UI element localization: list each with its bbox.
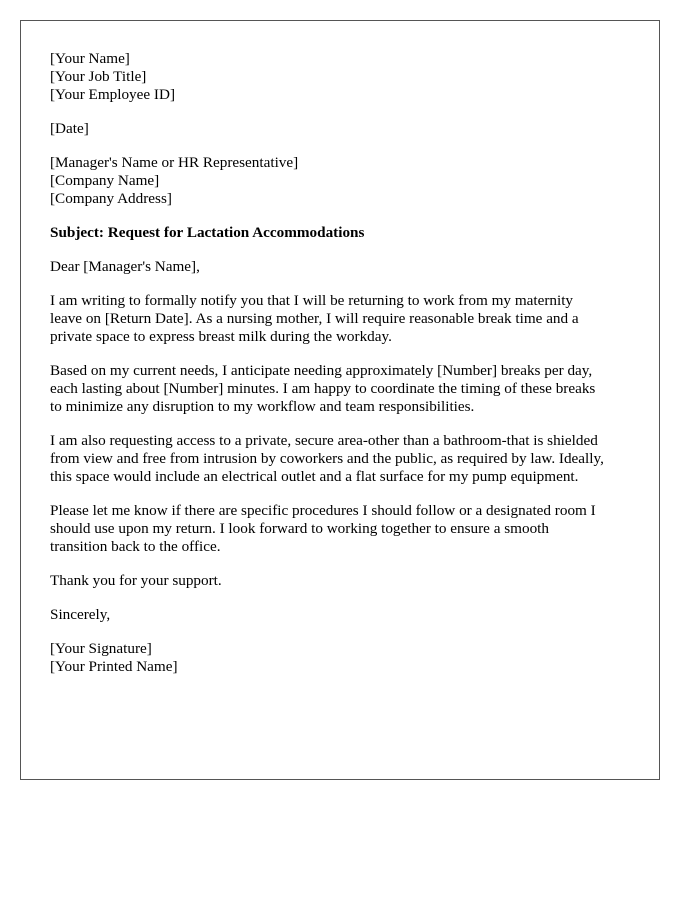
subject-line <box>50 224 640 242</box>
body-paragraph-5 <box>50 572 640 590</box>
letter-date: [Date] <box>50 120 89 137</box>
recipient-block <box>50 154 640 208</box>
paragraph-line: private space to express breast milk during the workday. <box>50 328 392 345</box>
paragraph-line: Thank you for your support. <box>50 572 222 589</box>
signature-placeholder: [Your Signature] <box>50 640 152 657</box>
sender-name: [Your Name] <box>50 50 130 67</box>
salutation <box>50 258 640 276</box>
letter-page <box>20 20 660 780</box>
recipient-company: [Company Name] <box>50 172 160 189</box>
sender-block <box>50 50 640 104</box>
sender-job-title: [Your Job Title] <box>50 68 147 85</box>
body-paragraph-4 <box>50 502 640 556</box>
date-block <box>50 120 640 138</box>
recipient-address: [Company Address] <box>50 190 172 207</box>
paragraph-line: from view and free from intrusion by coworkers and the public, as required by law. Ideally, <box>50 450 604 467</box>
paragraph-line: I am also requesting access to a private, secure area-other than a bathroom-that is shielded <box>50 432 598 449</box>
recipient-name: [Manager's Name or HR Representative] <box>50 154 299 171</box>
body-paragraph-2 <box>50 362 640 416</box>
body-paragraph-3 <box>50 432 640 486</box>
closing-text: Sincerely, <box>50 606 111 623</box>
paragraph-line: Please let me know if there are specific procedures I should follow or a designated room I <box>50 502 596 519</box>
signature-block <box>50 640 640 676</box>
closing <box>50 606 640 624</box>
subject-text: Subject: Request for Lactation Accommodations <box>50 224 365 241</box>
paragraph-line: transition back to the office. <box>50 538 221 555</box>
printed-name: [Your Printed Name] <box>50 658 178 675</box>
body-paragraph-1 <box>50 292 640 346</box>
paragraph-line: this space would include an electrical outlet and a flat surface for my pump equipment. <box>50 468 579 485</box>
paragraph-line: should use upon my return. I look forward to working together to ensure a smooth <box>50 520 549 537</box>
paragraph-line: to minimize any disruption to my workflow and team responsibilities. <box>50 398 475 415</box>
paragraph-line: leave on [Return Date]. As a nursing mother, I will require reasonable break time and a <box>50 310 579 327</box>
paragraph-line: each lasting about [Number] minutes. I am happy to coordinate the timing of these breaks <box>50 380 596 397</box>
sender-employee-id: [Your Employee ID] <box>50 86 175 103</box>
letter-content <box>50 50 640 676</box>
paragraph-line: I am writing to formally notify you that I will be returning to work from my maternity <box>50 292 574 309</box>
paragraph-line: Based on my current needs, I anticipate needing approximately [Number] breaks per day, <box>50 362 593 379</box>
salutation-text: Dear [Manager's Name], <box>50 258 200 275</box>
